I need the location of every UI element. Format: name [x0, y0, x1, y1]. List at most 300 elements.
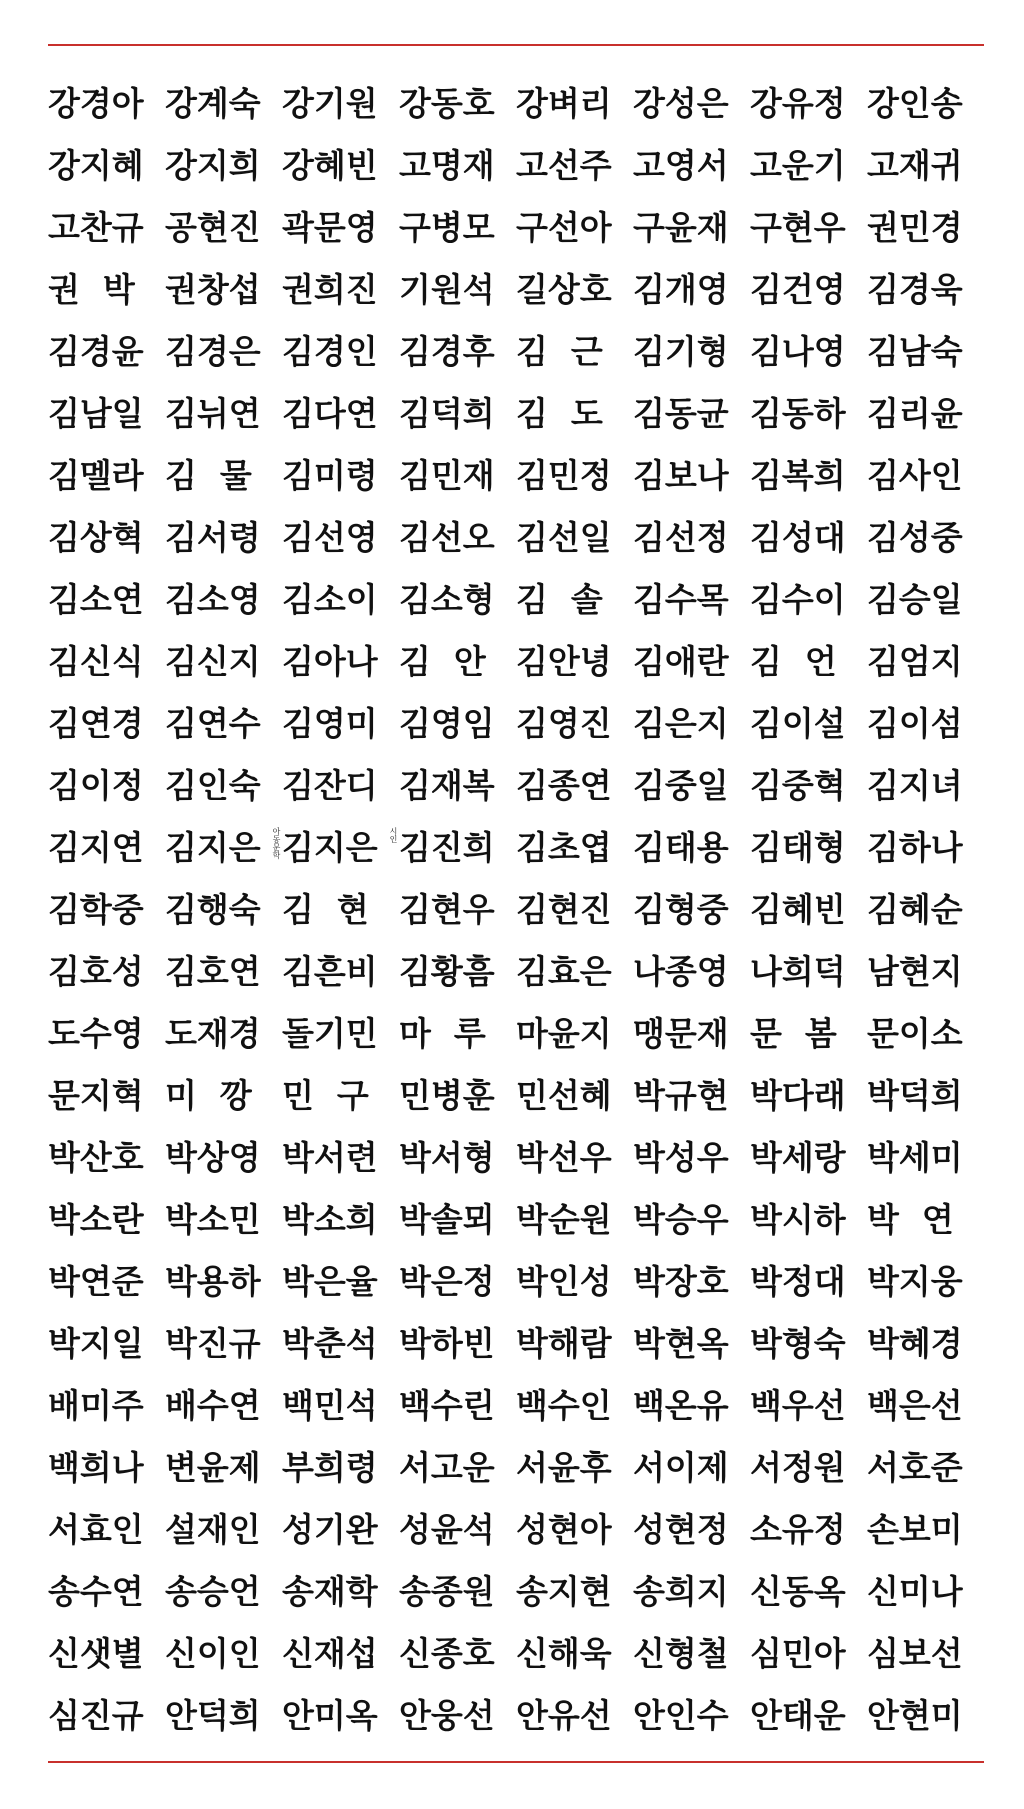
name-entry	[282, 1633, 399, 1673]
name-entry	[867, 1323, 984, 1363]
name-entry	[282, 393, 399, 433]
name-entry	[165, 207, 282, 247]
name-text: 백희나	[48, 1447, 144, 1487]
name-entry	[399, 1509, 516, 1549]
name-text: 김동균	[633, 393, 729, 433]
name-text: 김서령	[165, 517, 261, 557]
name-text: 고찬규	[48, 207, 144, 247]
name-entry	[48, 1509, 165, 1549]
name-text: 박소희	[282, 1199, 378, 1239]
name-text: 김다연	[282, 393, 378, 433]
name-text: 김경윤	[48, 331, 144, 371]
name-text: 김잔디	[282, 765, 378, 805]
name-list	[48, 72, 984, 1746]
name-text: 김태형	[750, 827, 846, 867]
name-entry	[867, 331, 984, 371]
name-entry	[750, 1385, 867, 1425]
name-entry	[633, 641, 750, 681]
name-text: 민병훈	[399, 1075, 495, 1115]
name-text: 김초엽	[516, 827, 612, 867]
name-entry	[399, 641, 516, 681]
name-text: 김이정	[48, 765, 144, 805]
name-text: 김연경	[48, 703, 144, 743]
name-entry	[867, 1633, 984, 1673]
name-text: 김 도	[516, 393, 603, 433]
name-entry	[867, 1385, 984, 1425]
name-entry	[750, 393, 867, 433]
name-entry	[399, 269, 516, 309]
name-text: 강동호	[399, 83, 495, 123]
name-entry	[516, 207, 633, 247]
name-text: 성현아	[516, 1509, 612, 1549]
name-entry	[48, 331, 165, 371]
name-text: 박정대	[750, 1261, 846, 1301]
name-text: 강벼리	[516, 83, 612, 123]
name-text: 배수연	[165, 1385, 261, 1425]
name-text: 김덕희	[399, 393, 495, 433]
name-text: 고운기	[750, 145, 846, 185]
name-text: 박선우	[516, 1137, 612, 1177]
name-text: 성기완	[282, 1509, 378, 1549]
name-entry	[165, 889, 282, 929]
name-text: 송재학	[282, 1571, 378, 1611]
name-text: 김행숙	[165, 889, 261, 929]
name-text: 박 연	[867, 1199, 954, 1239]
name-entry	[750, 951, 867, 991]
name-text: 김수목	[633, 579, 729, 619]
name-entry	[750, 1633, 867, 1673]
name-entry	[633, 1199, 750, 1239]
name-text: 송승언	[165, 1571, 261, 1611]
name-text: 김호성	[48, 951, 144, 991]
name-text: 백온유	[633, 1385, 729, 1425]
name-text: 안현미	[867, 1695, 963, 1735]
name-text: 김민정	[516, 455, 612, 495]
name-text: 김 물	[165, 455, 252, 495]
name-entry	[867, 1447, 984, 1487]
name-entry	[282, 703, 399, 743]
name-text: 박세랑	[750, 1137, 846, 1177]
name-text: 김종연	[516, 765, 612, 805]
name-entry	[633, 83, 750, 123]
name-entry	[750, 1695, 867, 1735]
name-entry	[516, 393, 633, 433]
name-text: 송희지	[633, 1571, 729, 1611]
name-text: 김건영	[750, 269, 846, 309]
name-entry	[282, 1137, 399, 1177]
name-entry	[750, 517, 867, 557]
name-text: 변윤제	[165, 1447, 261, 1487]
name-entry	[516, 1385, 633, 1425]
name-text: 김동하	[750, 393, 846, 433]
name-text: 박장호	[633, 1261, 729, 1301]
name-text: 김아나	[282, 641, 378, 681]
name-entry	[165, 703, 282, 743]
name-text: 김경은	[165, 331, 261, 371]
name-text: 김 안	[399, 641, 486, 681]
name-entry	[165, 393, 282, 433]
name-text: 강혜빈	[282, 145, 378, 185]
name-entry	[399, 1075, 516, 1115]
name-text: 김지녀	[867, 765, 963, 805]
name-entry	[867, 703, 984, 743]
name-text: 안인수	[633, 1695, 729, 1735]
name-entry	[399, 1199, 516, 1239]
name-entry	[399, 1385, 516, 1425]
name-text: 김하나	[867, 827, 963, 867]
name-entry	[516, 1199, 633, 1239]
name-text: 나종영	[633, 951, 729, 991]
name-entry	[750, 145, 867, 185]
name-entry	[516, 1323, 633, 1363]
name-entry	[633, 517, 750, 557]
name-entry	[633, 1323, 750, 1363]
name-text: 박해람	[516, 1323, 612, 1363]
name-text: 서호준	[867, 1447, 963, 1487]
name-entry	[48, 1013, 165, 1053]
name-text: 김은지	[633, 703, 729, 743]
name-text: 안유선	[516, 1695, 612, 1735]
name-text: 구현우	[750, 207, 846, 247]
name-text: 신샛별	[48, 1633, 144, 1673]
name-entry	[750, 765, 867, 805]
name-text: 서고운	[399, 1447, 495, 1487]
name-text: 안태운	[750, 1695, 846, 1735]
name-entry	[516, 83, 633, 123]
name-entry	[48, 827, 165, 867]
name-text: 신형철	[633, 1633, 729, 1673]
name-text: 김연수	[165, 703, 261, 743]
name-entry	[165, 765, 282, 805]
name-text: 구윤재	[633, 207, 729, 247]
name-entry	[516, 145, 633, 185]
name-entry	[867, 579, 984, 619]
name-text: 권창섭	[165, 269, 261, 309]
name-text: 문 봄	[750, 1013, 837, 1053]
name-entry	[867, 1013, 984, 1053]
name-text: 김지은	[282, 827, 378, 867]
name-entry	[282, 889, 399, 929]
name-text: 박춘석	[282, 1323, 378, 1363]
name-text: 구선아	[516, 207, 612, 247]
name-entry	[165, 1323, 282, 1363]
name-entry	[633, 393, 750, 433]
name-entry	[165, 1385, 282, 1425]
name-entry	[399, 1695, 516, 1735]
name-text: 고재귀	[867, 145, 963, 185]
name-entry	[750, 1323, 867, 1363]
name-text: 김영진	[516, 703, 612, 743]
name-entry	[48, 1447, 165, 1487]
name-entry	[633, 1695, 750, 1735]
name-text: 박덕희	[867, 1075, 963, 1115]
name-entry	[750, 1199, 867, 1239]
name-entry	[399, 703, 516, 743]
name-text: 송지현	[516, 1571, 612, 1611]
name-text: 박시하	[750, 1199, 846, 1239]
name-text: 김뉘연	[165, 393, 261, 433]
name-entry	[516, 1447, 633, 1487]
name-entry	[867, 207, 984, 247]
name-text: 심민아	[750, 1633, 846, 1673]
name-text: 마윤지	[516, 1013, 612, 1053]
name-entry	[48, 1323, 165, 1363]
name-entry	[750, 331, 867, 371]
name-text: 권희진	[282, 269, 378, 309]
name-entry	[399, 1261, 516, 1301]
name-entry	[399, 765, 516, 805]
name-text: 박지일	[48, 1323, 144, 1363]
name-text: 김성중	[867, 517, 963, 557]
name-entry	[48, 83, 165, 123]
name-entry	[399, 83, 516, 123]
name-entry	[282, 1075, 399, 1115]
name-entry	[867, 1695, 984, 1735]
name-text: 김선일	[516, 517, 612, 557]
name-entry	[48, 703, 165, 743]
name-entry	[867, 145, 984, 185]
name-entry	[399, 1447, 516, 1487]
name-text: 미 깡	[165, 1075, 252, 1115]
name-entry	[750, 1509, 867, 1549]
name-entry	[867, 455, 984, 495]
name-entry	[399, 1323, 516, 1363]
name-entry	[750, 83, 867, 123]
name-text: 서이제	[633, 1447, 729, 1487]
name-entry	[633, 269, 750, 309]
name-entry	[165, 826, 282, 867]
name-entry	[633, 703, 750, 743]
name-entry	[516, 1137, 633, 1177]
name-text: 성윤석	[399, 1509, 495, 1549]
name-entry	[165, 951, 282, 991]
name-entry	[282, 826, 399, 867]
name-entry	[516, 1075, 633, 1115]
name-entry	[633, 1261, 750, 1301]
name-entry	[48, 1385, 165, 1425]
name-text: 김흔비	[282, 951, 378, 991]
name-entry	[516, 1633, 633, 1673]
name-text: 권 박	[48, 269, 135, 309]
name-text: 고명재	[399, 145, 495, 185]
name-entry	[516, 951, 633, 991]
name-text: 길상호	[516, 269, 612, 309]
name-text: 김선정	[633, 517, 729, 557]
name-entry	[633, 1571, 750, 1611]
name-text: 백수인	[516, 1385, 612, 1425]
name-text: 백우선	[750, 1385, 846, 1425]
name-text: 김진희	[399, 827, 495, 867]
name-text: 백은선	[867, 1385, 963, 1425]
name-entry	[516, 455, 633, 495]
name-text: 신이인	[165, 1633, 261, 1673]
name-entry	[48, 579, 165, 619]
name-text: 김중일	[633, 765, 729, 805]
name-entry	[399, 517, 516, 557]
name-entry	[282, 1571, 399, 1611]
name-entry	[750, 1447, 867, 1487]
name-text: 김중혁	[750, 765, 846, 805]
name-text: 마 루	[399, 1013, 486, 1053]
name-entry	[165, 331, 282, 371]
name-text: 박세미	[867, 1137, 963, 1177]
name-text: 김현진	[516, 889, 612, 929]
name-text: 김엄지	[867, 641, 963, 681]
name-text: 안미옥	[282, 1695, 378, 1735]
name-entry	[750, 579, 867, 619]
name-entry	[48, 1261, 165, 1301]
name-entry	[867, 1509, 984, 1549]
name-entry	[165, 269, 282, 309]
name-entry	[282, 641, 399, 681]
name-entry	[282, 331, 399, 371]
name-text: 박인성	[516, 1261, 612, 1301]
name-text: 강지희	[165, 145, 261, 185]
name-entry	[165, 1075, 282, 1115]
name-entry	[633, 889, 750, 929]
name-entry	[282, 765, 399, 805]
name-entry	[282, 455, 399, 495]
name-text: 김 근	[516, 331, 603, 371]
name-text: 김학중	[48, 889, 144, 929]
name-text: 김소연	[48, 579, 144, 619]
name-entry	[399, 1013, 516, 1053]
name-entry	[399, 951, 516, 991]
name-text: 김영미	[282, 703, 378, 743]
name-text: 신재섭	[282, 1633, 378, 1673]
name-entry	[48, 951, 165, 991]
name-entry	[399, 207, 516, 247]
name-text: 배미주	[48, 1385, 144, 1425]
name-entry	[165, 145, 282, 185]
name-entry	[516, 827, 633, 867]
name-entry	[165, 517, 282, 557]
name-entry	[516, 765, 633, 805]
name-entry	[633, 1447, 750, 1487]
name-entry	[48, 207, 165, 247]
name-entry	[516, 703, 633, 743]
name-text: 김소이	[282, 579, 378, 619]
name-entry	[282, 1323, 399, 1363]
name-text: 곽문영	[282, 207, 378, 247]
name-entry	[282, 1447, 399, 1487]
name-text: 송수연	[48, 1571, 144, 1611]
name-text: 박하빈	[399, 1323, 495, 1363]
name-text: 신해욱	[516, 1633, 612, 1673]
name-entry	[165, 1633, 282, 1673]
name-text: 나희덕	[750, 951, 846, 991]
name-text: 김 솔	[516, 579, 603, 619]
name-text: 김이설	[750, 703, 846, 743]
name-entry	[48, 1571, 165, 1611]
name-text: 기원석	[399, 269, 495, 309]
name-text: 권민경	[867, 207, 963, 247]
name-text: 박다래	[750, 1075, 846, 1115]
name-entry	[633, 827, 750, 867]
name-entry	[750, 641, 867, 681]
name-text: 고영서	[633, 145, 729, 185]
name-entry	[48, 393, 165, 433]
name-text: 박은정	[399, 1261, 495, 1301]
name-text: 김혜빈	[750, 889, 846, 929]
name-text: 안웅선	[399, 1695, 495, 1735]
name-entry	[282, 951, 399, 991]
name-entry	[633, 1013, 750, 1053]
name-text: 고선주	[516, 145, 612, 185]
name-text: 김신식	[48, 641, 144, 681]
name-entry	[750, 455, 867, 495]
name-entry	[633, 1633, 750, 1673]
name-entry	[165, 1447, 282, 1487]
name-text: 박형숙	[750, 1323, 846, 1363]
name-entry	[282, 1385, 399, 1425]
name-entry	[633, 1137, 750, 1177]
name-entry	[867, 83, 984, 123]
name-entry	[867, 951, 984, 991]
name-entry	[48, 1075, 165, 1115]
name-entry	[867, 641, 984, 681]
name-annotation: 시인	[389, 826, 398, 843]
name-text: 김남일	[48, 393, 144, 433]
name-entry	[165, 455, 282, 495]
name-entry	[282, 1013, 399, 1053]
name-entry	[399, 1137, 516, 1177]
name-text: 소유정	[750, 1509, 846, 1549]
name-entry	[867, 1261, 984, 1301]
name-text: 박연준	[48, 1261, 144, 1301]
name-text: 박서형	[399, 1137, 495, 1177]
top-divider	[48, 44, 984, 46]
name-text: 박서련	[282, 1137, 378, 1177]
name-entry	[867, 1571, 984, 1611]
name-entry	[750, 827, 867, 867]
name-entry	[165, 1137, 282, 1177]
name-text: 김선영	[282, 517, 378, 557]
name-entry	[165, 83, 282, 123]
name-text: 송종원	[399, 1571, 495, 1611]
name-entry	[516, 1261, 633, 1301]
name-text: 민 구	[282, 1075, 369, 1115]
name-text: 박산호	[48, 1137, 144, 1177]
name-text: 김경욱	[867, 269, 963, 309]
name-text: 박상영	[165, 1137, 261, 1177]
name-text: 김나영	[750, 331, 846, 371]
bottom-divider	[48, 1761, 984, 1763]
name-text: 박소민	[165, 1199, 261, 1239]
name-entry	[516, 517, 633, 557]
name-text: 김호연	[165, 951, 261, 991]
name-text: 박규현	[633, 1075, 729, 1115]
name-annotation: 아동문학	[272, 826, 281, 859]
name-entry	[282, 579, 399, 619]
name-text: 김소형	[399, 579, 495, 619]
name-text: 박순원	[516, 1199, 612, 1239]
name-text: 강경아	[48, 83, 144, 123]
name-text: 돌기민	[282, 1013, 378, 1053]
name-entry	[48, 1695, 165, 1735]
name-text: 남현지	[867, 951, 963, 991]
name-entry	[750, 207, 867, 247]
name-entry	[750, 1261, 867, 1301]
name-entry	[399, 331, 516, 371]
name-entry	[633, 579, 750, 619]
name-entry	[516, 1695, 633, 1735]
name-text: 박솔뫼	[399, 1199, 495, 1239]
name-entry	[48, 269, 165, 309]
name-text: 김신지	[165, 641, 261, 681]
name-entry	[633, 331, 750, 371]
name-entry	[750, 889, 867, 929]
